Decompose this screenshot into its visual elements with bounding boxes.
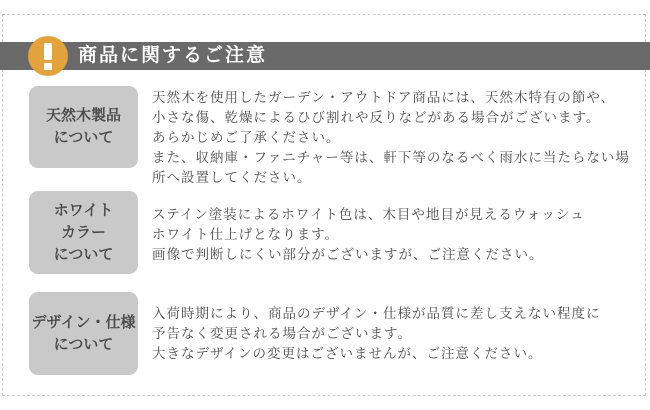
- label-line: について: [53, 335, 114, 353]
- exclamation-icon: [28, 36, 68, 76]
- exclamation-stem: [44, 43, 52, 60]
- body-line: 予告なく変更される場合がございます。: [152, 326, 412, 341]
- label-box-design-spec: [29, 292, 138, 375]
- body-line: ステイン塗装によるホワイト色は、木目や地目が見えるウォッシュ: [152, 207, 585, 222]
- notice-body-design-spec: [152, 304, 601, 364]
- notice-body-white-color: [152, 205, 585, 265]
- body-line: 入荷時期により、商品のデザイン・仕様が品質に差し支えない程度に: [152, 306, 601, 321]
- label-line: デザイン・仕様: [31, 313, 136, 331]
- label-line: カラー: [60, 223, 106, 241]
- body-line: 小さな傷、乾燥によるひび割れや反りなどがある場合がございます。: [152, 110, 601, 125]
- notice-row-white-color: [29, 191, 635, 274]
- label-line: ホワイト: [53, 201, 114, 219]
- notice-sections: [29, 86, 635, 375]
- body-line: 天然木を使用したガーデン・アウトドア商品には、天然木特有の節や、: [152, 90, 616, 105]
- exclamation-dot: [44, 63, 52, 70]
- body-line: 大きなデザインの変更はございませんが、ご注意ください。: [152, 346, 543, 361]
- label-box-natural-wood: [29, 86, 138, 168]
- body-line: 画像で判断しにくい部分がございますが、ご注意ください。: [152, 247, 544, 262]
- label-line: について: [53, 129, 114, 146]
- body-line: また、収納庫・ファニチャー等は、軒下等のなるべく雨水に当たらない場: [152, 150, 630, 165]
- label-box-white-color: [29, 191, 138, 274]
- body-line: あらかじめご了承ください。: [152, 130, 341, 145]
- notice-body-natural-wood: [152, 88, 630, 188]
- notice-row-natural-wood: [29, 86, 635, 188]
- notice-title: 商品に関するご注意: [78, 45, 268, 66]
- notice-header-bar: [0, 42, 650, 70]
- label-line: 天然木製品: [45, 107, 121, 124]
- body-line: 所へ設置してください。: [152, 170, 312, 185]
- body-line: ホワイト仕上げとなります。: [152, 227, 340, 242]
- notice-row-design-spec: [29, 292, 635, 375]
- label-line: について: [53, 245, 114, 263]
